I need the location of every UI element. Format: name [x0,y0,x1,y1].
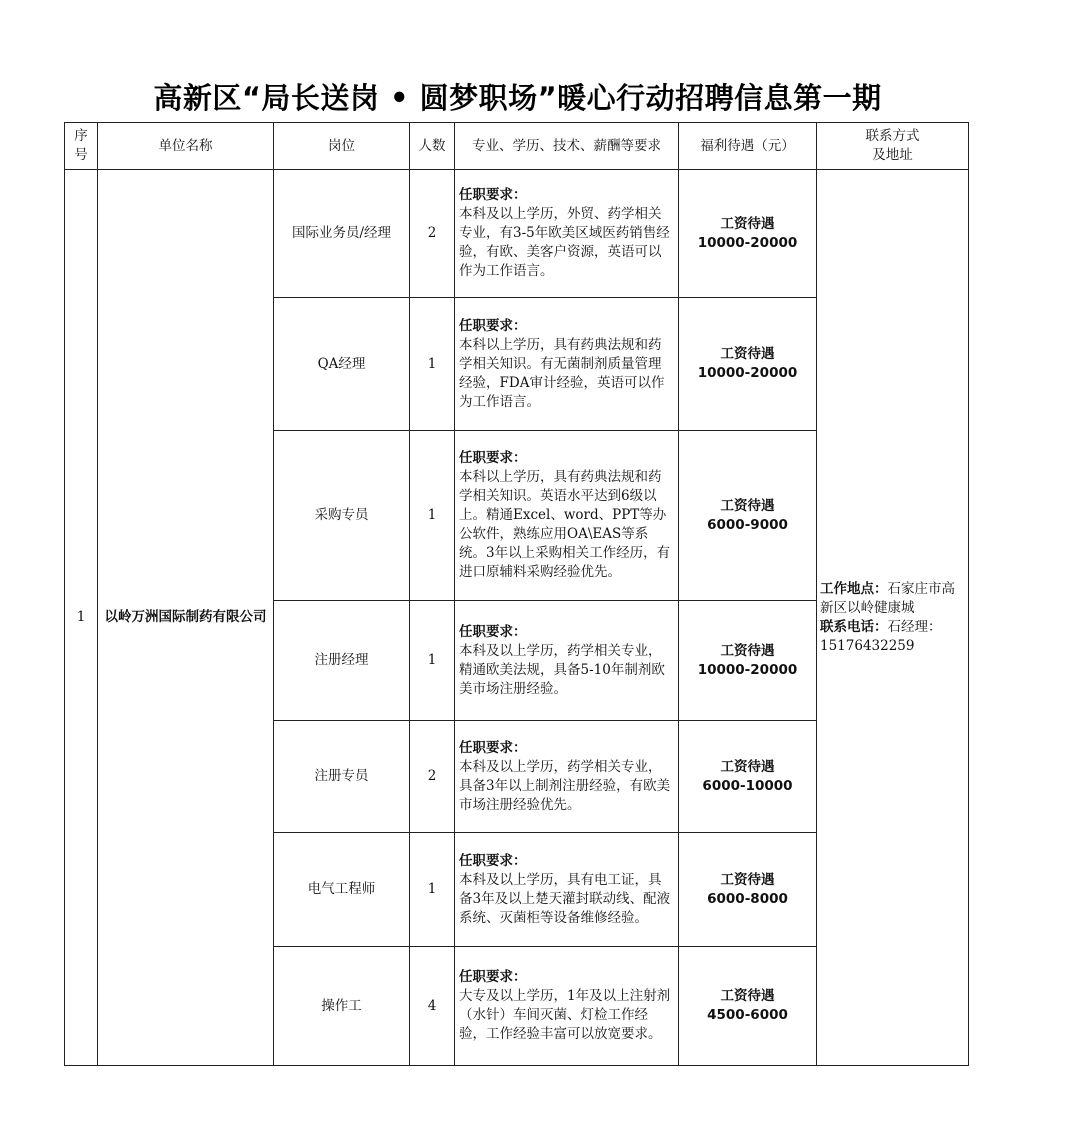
requirement-cell [455,298,679,431]
header-company: 单位名称 [98,123,274,170]
salary-value: 6000-10000 [702,777,793,794]
position-cell: 采购专员 [274,431,410,601]
salary-label: 工资待遇 [720,758,775,775]
salary-label: 工资待遇 [720,871,775,888]
count-cell: 1 [410,601,455,721]
header-contact [817,123,969,170]
count-cell: 1 [410,431,455,601]
requirement-text: 本科及以上学历，外贸、药学相关专业，有3-5年欧美区域医药销售经验，有欧、美客户资源，英语可以作为工作语言。 [459,206,670,279]
salary-cell [679,721,817,833]
count-cell: 2 [410,721,455,833]
salary-cell [679,431,817,601]
header-contact-line1: 联系方式 [865,128,920,144]
header-position: 岗位 [274,123,410,170]
requirement-text: 本科及以上学历，药学相关专业，精通欧美法规，具备5-10年制剂欧美市场注册经验。 [459,642,665,697]
salary-value: 10000-20000 [697,661,798,678]
count-cell: 2 [410,170,455,298]
position-cell: QA经理 [274,298,410,431]
company-name: 以岭万洲国际制药有限公司 [98,170,274,1066]
salary-value: 10000-20000 [697,234,798,251]
header-welfare: 福利待遇（元） [679,123,817,170]
address-label: 工作地点： [820,580,888,597]
requirement-cell [455,947,679,1066]
header-seq [65,123,98,170]
position-cell: 注册经理 [274,601,410,721]
requirement-text: 本科以上学历，具有药典法规和药学相关知识。英语水平达到6级以上。精通Excel、word、PPT等办公软件，熟练应用OA\EAS等系统。3年以上采购相关工作经历，有进口原辅料采购经验优先。 [459,469,671,580]
header-count: 人数 [410,123,455,170]
requirement-text: 本科及以上学历，药学相关专业，具备3年以上制剂注册经验，有欧美市场注册经验优先。 [459,758,671,813]
salary-cell [679,833,817,947]
requirement-cell [455,431,679,601]
requirement-label: 任职要求： [459,969,527,985]
requirement-cell [455,170,679,298]
salary-cell [679,170,817,298]
salary-value: 4500-6000 [707,1007,788,1023]
position-cell: 电气工程师 [274,833,410,947]
salary-value: 6000-8000 [707,890,788,907]
requirement-label: 任职要求： [459,317,527,334]
seq-cell: 1 [65,170,98,1066]
requirement-text: 大专及以上学历，1年及以上注射剂（水针）车间灭菌、灯检工作经验，工作经验丰富可以放宽要求。 [459,988,671,1042]
header-row [65,123,969,170]
recruitment-table [64,122,969,1066]
header-seq-line2: 号 [74,147,88,163]
requirement-label: 任职要求： [459,852,527,869]
position-cell: 国际业务员/经理 [274,170,410,298]
address-value: 石家庄市高新区以岭健康城 [820,580,955,616]
page-title: 高新区“局长送岗 • 圆梦职场”暖心行动招聘信息第一期 [153,81,882,115]
requirement-cell [455,601,679,721]
header-seq-line1: 序 [74,128,88,144]
salary-label: 工资待遇 [720,215,775,232]
salary-value: 6000-9000 [707,516,788,533]
requirement-text: 本科以上学历，具有药典法规和药学相关知识。有无菌制剂质量管理经验，FDA审计经验，英语可以作为工作语言。 [459,336,665,410]
table-row [65,170,969,298]
requirement-cell [455,833,679,947]
salary-cell [679,601,817,721]
salary-label: 工资待遇 [720,642,775,659]
salary-label: 工资待遇 [720,497,775,514]
header-requirements: 专业、学历、技术、薪酬等要求 [455,123,679,170]
salary-value: 10000-20000 [697,365,798,381]
count-cell: 1 [410,298,455,431]
requirement-text: 本科及以上学历，具有电工证，具备3年及以上楚天灌封联动线、配液系统、灭菌柜等设备维修经验。 [459,871,671,926]
position-cell: 操作工 [274,947,410,1066]
salary-cell [679,947,817,1066]
phone-label: 联系电话： [820,618,888,635]
requirement-label: 任职要求： [459,187,527,203]
contact-cell [817,170,969,1066]
salary-label: 工资待遇 [720,988,775,1004]
count-cell: 1 [410,833,455,947]
salary-cell [679,298,817,431]
requirement-cell [455,721,679,833]
requirement-label: 任职要求： [459,450,527,466]
requirement-label: 任职要求： [459,739,527,756]
requirement-label: 任职要求： [459,623,527,640]
position-cell: 注册专员 [274,721,410,833]
count-cell: 4 [410,947,455,1066]
salary-label: 工资待遇 [720,346,775,362]
phone-value: 石经理：15176432259 [820,618,942,654]
header-contact-line2: 及地址 [872,147,913,163]
